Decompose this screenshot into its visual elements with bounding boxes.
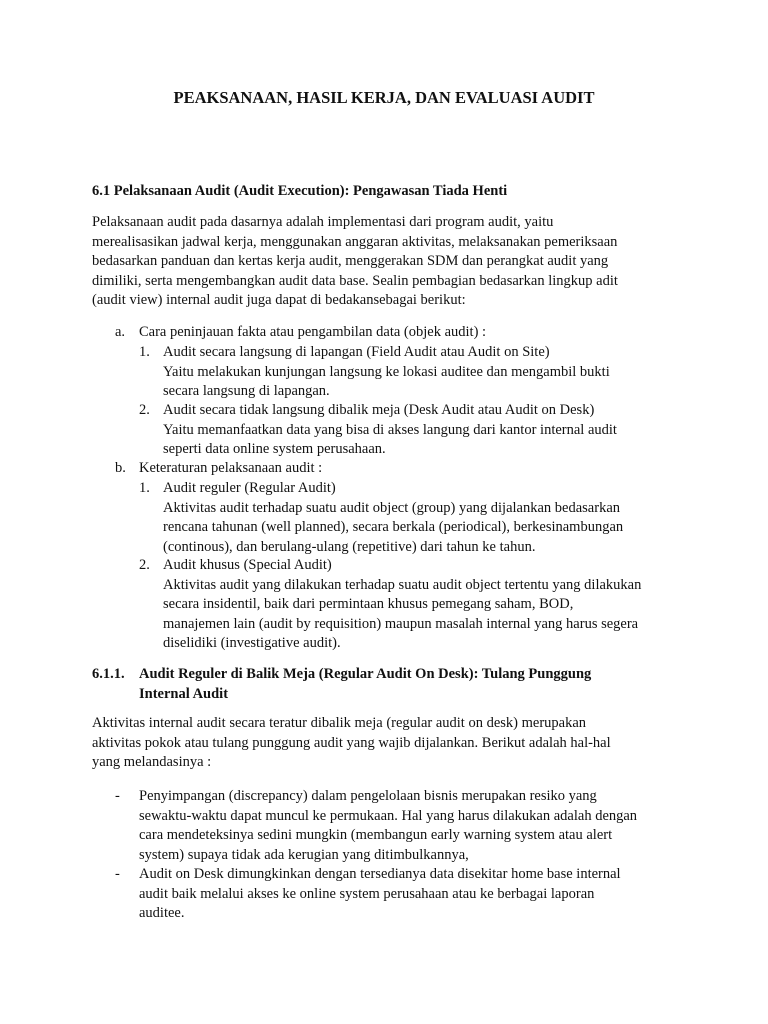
bullet-marker: -: [115, 788, 120, 804]
section-number: 6.1.1.: [92, 666, 125, 682]
text-line: system) supaya tidak ada kerugian yang ditimbulkannya,: [139, 846, 469, 863]
text-line: cara mendeteksinya sedini mungkin (membangun early warning system atau alert: [139, 827, 613, 843]
text-line: Yaitu melakukan kunjungan langsung ke lokasi auditee dan mengambil bukti: [163, 363, 610, 380]
section-title-line: Audit Reguler di Balik Meja (Regular Audit On Desk): Tulang Punggung: [139, 666, 592, 682]
text-line: dimiliki, serta mengembangkan audit data base. Sealin pembagian bedasarkan lingkup adit: [92, 272, 618, 289]
list-marker-a: a.: [115, 324, 126, 340]
list-label-b: Keteraturan pelaksanaan audit :: [139, 460, 323, 476]
intro-paragraph: [92, 213, 682, 311]
text-line: auditee.: [139, 905, 185, 921]
text-line: seperti data online system perusahaan.: [163, 441, 386, 457]
text-line: Aktivitas internal audit secara teratur dibalik meja (regular audit on desk) merupakan: [92, 715, 587, 731]
text-line: Aktivitas audit yang dilakukan terhadap suatu audit object tertentu yang dilakukan: [163, 576, 642, 593]
text-line: (continous), dan berulang-ulang (repetitive) dari tahun ke tahun.: [163, 538, 536, 555]
text-line: (audit view) internal audit juga dapat di bedakansebagai berikut:: [92, 292, 466, 308]
list-marker-a-1: 1.: [139, 344, 150, 360]
paragraph-regular-audit: [92, 714, 682, 773]
section-title-line: Internal Audit: [139, 686, 229, 702]
list-marker-b-2: 2.: [139, 557, 150, 573]
list-item-a-1: [163, 343, 610, 402]
bullet-item: [139, 865, 621, 924]
text-line: sewaktu-waktu dapat muncul ke permukaan. Hal yang harus dilakukan adalah dengan: [139, 807, 638, 824]
text-line: secara insidentil, baik dari permintaan khusus pemegang saham, BOD,: [163, 596, 574, 612]
text-line: Yaitu memanfaatkan data yang bisa di akses langung dari kantor internal audit: [163, 421, 617, 438]
text-line: aktivitas pokok atau tulang punggung audit yang wajib dijalankan. Berikut adalah hal-hal: [92, 734, 611, 751]
text-line: bedasarkan panduan dan kertas kerja audit, menggerakan SDM dan perangkat audit yang: [92, 253, 609, 269]
list-marker-b: b.: [115, 460, 126, 476]
text-line: rencana tahunan (well planned), secara berkala (periodical), berkesinambungan: [163, 519, 624, 535]
list-marker-a-2: 2.: [139, 402, 150, 418]
text-line: merealisasikan jadwal kerja, menggunakan anggaran aktivitas, melaksanakan pemeriksaan: [92, 233, 618, 250]
list-item-a-2: [163, 401, 617, 460]
text-line: manajemen lain (audit by requisition) maupun masalah internal yang harus segera: [163, 615, 639, 632]
list-label-a: Cara peninjauan fakta atau pengambilan data (objek audit) :: [139, 324, 487, 340]
section-heading-6-1-1: [92, 665, 692, 705]
section-heading-6-1: 6.1 Pelaksanaan Audit (Audit Execution): Pengawasan Tiada Henti: [92, 183, 508, 199]
text-line: audit baik melalui akses ke online system perusahaan atau ke berbagai laporan: [139, 885, 595, 902]
text-line: Audit on Desk dimungkinkan dengan tersedianya data disekitar home base internal: [139, 866, 621, 882]
text-line: secara langsung di lapangan.: [163, 383, 330, 399]
text-line: Audit reguler (Regular Audit): [163, 480, 336, 496]
text-line: Aktivitas audit terhadap suatu audit object (group) yang dijalankan bedasarkan: [163, 499, 621, 516]
text-line: Audit secara langsung di lapangan (Field Audit atau Audit on Site): [163, 344, 550, 360]
list-item-b-1: [163, 479, 623, 557]
text-line: Pelaksanaan audit pada dasarnya adalah implementasi dari program audit, yaitu: [92, 214, 554, 230]
text-line: yang melandasinya :: [92, 754, 212, 770]
list-marker-b-1: 1.: [139, 480, 150, 496]
list-item-b-2: [163, 556, 641, 654]
bullet-item: [139, 787, 637, 865]
bullet-marker: -: [115, 866, 120, 882]
page-title: PEAKSANAAN, HASIL KERJA, DAN EVALUASI AUDIT: [173, 88, 595, 107]
text-line: diselidiki (investigative audit).: [163, 635, 341, 651]
text-line: Penyimpangan (discrepancy) dalam pengelolaan bisnis merupakan resiko yang: [139, 788, 597, 804]
text-line: Audit secara tidak langsung dibalik meja (Desk Audit atau Audit on Desk): [163, 402, 595, 418]
text-line: Audit khusus (Special Audit): [163, 557, 332, 573]
